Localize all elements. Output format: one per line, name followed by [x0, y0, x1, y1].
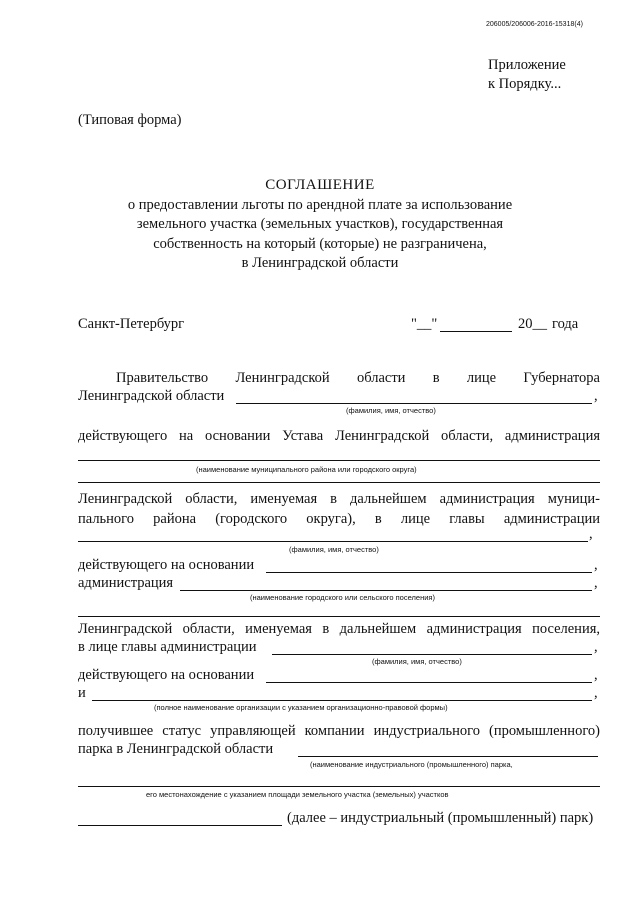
title-line-3: собственность на который (которые) не разграничена,: [153, 235, 487, 252]
title-line-2: земельного участка (земельных участков), государственная: [136, 216, 504, 232]
settlement-name-line[interactable]: [180, 590, 592, 591]
comma: ,: [594, 557, 598, 573]
date-month-line[interactable]: [440, 331, 512, 332]
head-name-line-2[interactable]: [272, 654, 592, 655]
organization-name-line[interactable]: [92, 700, 592, 701]
p2-line-1: действующего на основании Устава Ленинградской области, администрация: [78, 428, 600, 444]
date-year: 20__: [518, 316, 547, 332]
standard-form-label: (Типовая форма): [78, 112, 182, 128]
comma: ,: [594, 575, 598, 591]
comma: ,: [594, 685, 598, 701]
settlement-name-line-2[interactable]: [78, 616, 600, 617]
basis-line-1[interactable]: [266, 572, 592, 573]
document-id: 206005/206006-2016-15318(4): [486, 21, 583, 28]
date-year-suffix: года: [552, 316, 579, 332]
p1-line-1: Правительство Ленинградской области в лице Губернатора: [116, 370, 600, 386]
governor-name-line[interactable]: [236, 403, 592, 404]
head-name-line-1[interactable]: [78, 541, 588, 542]
caption-municipal: (наименование муниципального района или городского округа): [196, 465, 417, 474]
title-line-4: в Ленинградской области: [241, 255, 399, 271]
p6-line-1: действующего на основании: [78, 667, 255, 683]
p3-line-1: Ленинградской области, именуемая в дальнейшем администрация муници-: [78, 491, 600, 507]
park-name-line[interactable]: [298, 756, 598, 757]
park-location-line[interactable]: [78, 786, 600, 787]
date-day: "__": [411, 316, 438, 332]
caption-settlement: (наименование городского или сельского поселения): [250, 593, 435, 602]
municipal-name-line[interactable]: [78, 460, 600, 461]
p6-line-2: и: [78, 685, 86, 701]
p5-line-2: в лице главы администрации: [78, 639, 257, 655]
p8-suffix: (далее – индустриальный (промышленный) парк): [287, 810, 594, 826]
caption-organization: (полное наименование организации с указанием организационно-правовой формы): [154, 703, 448, 712]
caption-fio-3: (фамилия, имя, отчество): [372, 657, 462, 666]
municipal-name-line-2[interactable]: [78, 482, 600, 483]
appendix-line-1: Приложение: [488, 57, 566, 73]
appendix-line-2: к Порядку...: [488, 76, 562, 92]
comma: ,: [594, 639, 598, 655]
title-main: СОГЛАШЕНИЕ: [265, 177, 375, 193]
caption-fio-1: (фамилия, имя, отчество): [346, 406, 436, 415]
comma: ,: [589, 526, 593, 542]
p3-line-2: пального района (городского округа), в лице главы администрации: [78, 511, 600, 527]
comma: ,: [594, 667, 598, 683]
comma: ,: [594, 388, 598, 404]
agreement-title: [0, 176, 640, 274]
caption-fio-2: (фамилия, имя, отчество): [289, 545, 379, 554]
p7-line-1: получившее статус управляющей компании индустриального (промышленного): [78, 723, 600, 739]
appendix-note: [488, 56, 628, 94]
p1-line-2: Ленинградской области: [78, 388, 225, 404]
park-area-line[interactable]: [78, 825, 282, 826]
basis-line-2[interactable]: [266, 682, 592, 683]
caption-location: его местонахождение с указанием площади земельного участка (земельных) участков: [146, 790, 449, 799]
title-line-1: о предоставлении льготы по арендной плате за использование: [127, 196, 513, 213]
city: Санкт-Петербург: [78, 316, 185, 332]
p7-line-2: парка в Ленинградской области: [78, 741, 274, 757]
p4-line-2: администрация: [78, 575, 174, 591]
caption-park: (наименование индустриального (промышленного) парка,: [310, 760, 513, 769]
p4-line-1: действующего на основании: [78, 557, 255, 573]
p5-line-1: Ленинградской области, именуемая в дальнейшем администрация поселения,: [78, 621, 600, 637]
